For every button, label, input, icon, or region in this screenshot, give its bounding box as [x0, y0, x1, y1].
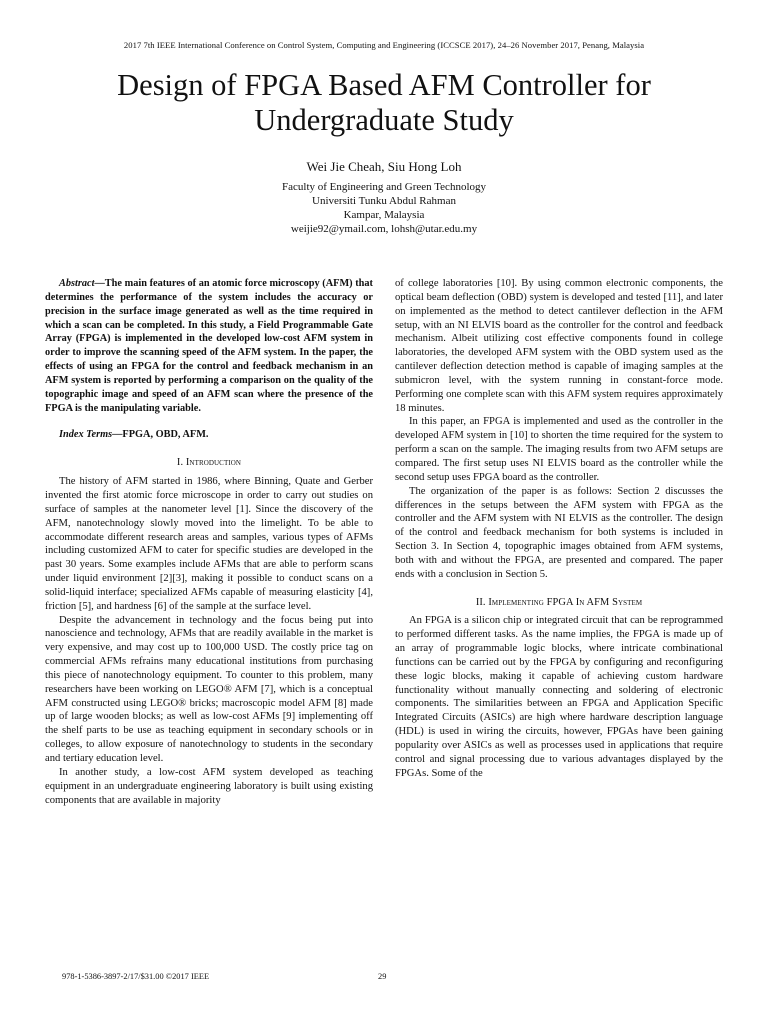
left-column	[45, 277, 373, 807]
paragraph: of college laboratories [10]. By using common electronic components, the optical beam deflection (OBD) system is developed and tested [11], and later on implemented as the method to detect cantilever deflection in the AFM setup, with an NI ELVIS board as the controller for the control and feedback mechanism. Albeit utilizing cost effective components found in college laboratories, the developed AFM system with the OBD system used as the cantilever deflection detection method is capable of imaging samples at the submicron level, with the system running in constant-force mode. Performing one complete scan with this AFM system requires approximately 18 minutes.	[395, 278, 723, 414]
paragraph: In another study, a low-cost AFM system developed as teaching equipment in an undergraduate engineering laboratory is built using existing components that are available in majority	[45, 766, 373, 806]
authors: Wei Jie Cheah, Siu Hong Loh	[306, 159, 462, 174]
author-emails: weijie92@ymail.com, lohsh@utar.edu.my	[290, 223, 478, 235]
abstract-label: Abstract	[59, 278, 95, 289]
affiliation-faculty: Faculty of Engineering and Green Technology	[282, 181, 486, 193]
right-column	[395, 277, 723, 781]
paragraph: The organization of the paper is as follows: Section 2 discusses the differences in the setups between the AFM system with FPGA as the controller and the AFM system with NI ELVIS as the controller. The design of the control and feedback mechanism for both systems is included in Section 3. In Section 4, topographic images obtained from AFM systems, both with and without the FPGA, are presented and compared. The paper ends with a conclusion in Section 5.	[395, 485, 723, 580]
abstract-text: The main features of an atomic force microscopy (AFM) that determines the performance of the system includes the accuracy or precision in the surface image generated as well as the time required in which a scan can be completed. In this study, a Field Programmable Gate Array (FPGA) is implemented in the developed low-cost AFM system in order to improve the scanning speed of the AFM system. In the paper, the effects of using an FPGA for the control and feedback mechanism in an AFM system is reported by performing a comparison on the quality of the topographic image and speed of an AFM scan where the presence of the FPGA is the manipulating variable.	[45, 278, 373, 414]
section-heading-introduction: I. Introduction	[176, 457, 242, 469]
page-number: 29	[378, 972, 387, 981]
index-terms-dash: —	[112, 429, 123, 441]
affiliation-university: Universiti Tunku Abdul Rahman	[312, 195, 456, 207]
paragraph: In this paper, an FPGA is implemented and used as the controller in the developed AFM system in [10] to shorten the time required for the system to perform a scan on the sample. The imaging results from two AFM setups are compared. The first setup uses NI ELVIS board as the controller while the second setup uses FPGA board as the controller.	[395, 416, 723, 483]
section-heading-implementing-fpga: II. Implementing FPGA In AFM System	[475, 596, 643, 608]
index-terms-text: FPGA, OBD, AFM.	[122, 429, 209, 441]
title-line-1: Design of FPGA Based AFM Controller for	[117, 68, 651, 102]
index-terms-label: Index Terms	[59, 429, 113, 441]
title-line-2: Undergraduate Study	[254, 103, 514, 137]
copyright-footer: 978-1-5386-3897-2/17/$31.00 ©2017 IEEE	[62, 972, 210, 981]
paragraph: An FPGA is a silicon chip or integrated circuit that can be reprogrammed to performed different tasks. As the name implies, the FPGA is made up of an array of programmable logic blocks, where intricate combinational functions can be carried out by the FPGA by configuring and reconfiguring these logic blocks, making it capable of achieving custom hardware functionality without manually connecting and soldering of electronic components. The similarities between an FPGA and Application Specific Integrated Circuits (ASICs) are high where hardware description language (HDL) is used in wiring the circuits, however, FPGAs have been gaining popularity over ASICs as well as processes used in applications that require control and signal processing due to various advantages displayed by the FPGAs. Some of the	[395, 615, 723, 779]
affiliation-location: Kampar, Malaysia	[343, 209, 425, 221]
index-terms	[45, 428, 373, 442]
paper-title	[60, 68, 708, 138]
paragraph: The history of AFM started in 1986, where Binning, Quate and Gerber invented the first atomic force microscope in order to carry out studies on surface of samples at the nanometer level [1]. Since the discovery of the AFM, nanotechnology slowly moved into the limelight. To be able to accommodate different research areas and samples, various types of AFMs including customized AFM to cater for specific studies are developed in the past 30 years. Some examples include AFMs that are able to perform scans under liquid environment [2][3], making it possible to conduct scans on a solid-liquid interface; specialized AFMs capable of measuring elasticity [4], friction [5], and hardness [6] of the sample at the surface level.	[45, 476, 373, 612]
paragraph: Despite the advancement in technology and the focus being put into nanoscience and technology, AFMs that are readily available in the market is very expensive, and may cost up to 100,000 USD. The costly price tag on commercial AFMs refrains many educational institutions from purchasing this piece of nanotechnology equipment. To counter to this problem, many researchers have been working on LEGO® AFM [7], which is a conceptual AFM constructed using LEGO® bricks; macroscopic model AFM [8] made up of large wooden blocks; as well as low-cost AFMs [9] implementing off the shelf parts to be use as teaching equipment in secondary schools or in colleges, to allow exposure of nanotechnology to students in the secondary and tertiary education level.	[45, 614, 373, 764]
abstract	[45, 277, 373, 415]
affiliation	[0, 180, 768, 236]
conference-header: 2017 7th IEEE International Conference on Control System, Computing and Engineering (ICCSCE 2017), 24–26 November 2017, Penang, Malaysia	[123, 40, 645, 50]
abstract-dash: —	[94, 278, 105, 289]
